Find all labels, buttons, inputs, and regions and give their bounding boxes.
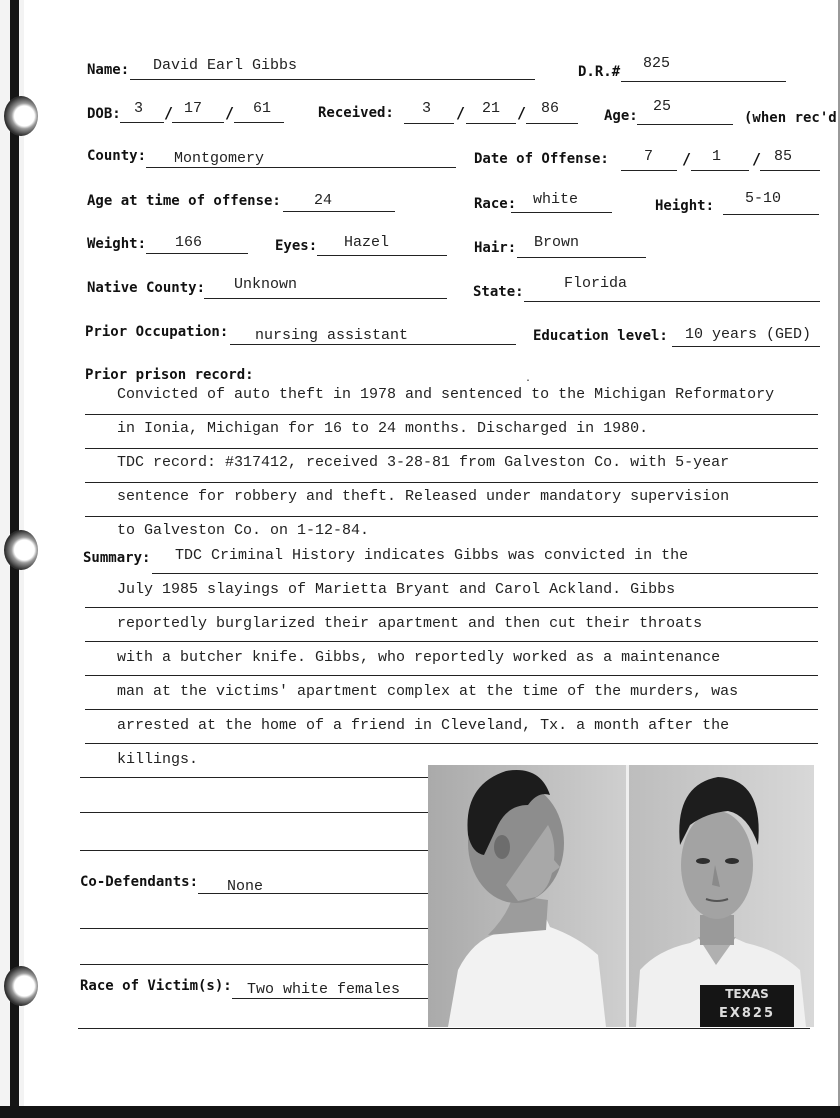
summary-line-1: TDC Criminal History indicates Gibbs was convicted in the — [175, 547, 689, 564]
offense-day: 1 — [712, 148, 722, 165]
prior-occupation-underline — [230, 344, 516, 345]
rule — [80, 777, 428, 778]
received-slash-2: / — [517, 104, 527, 122]
photo-divider — [626, 765, 629, 1027]
race-of-victims-value: Two white females — [247, 981, 401, 998]
native-county-label: Native County: — [87, 280, 206, 296]
rule — [85, 675, 818, 676]
age-value: 25 — [653, 98, 672, 115]
binder-hole-2 — [4, 530, 38, 570]
co-defendants-label: Co-Defendants: — [80, 874, 199, 890]
summary-line-4: with a butcher knife. Gibbs, who reportedly worked as a maintenance — [117, 649, 721, 666]
education-underline — [672, 346, 820, 347]
summary-line-2: July 1985 slayings of Marietta Bryant and Carol Ackland. Gibbs — [117, 581, 676, 598]
dob-day-line — [172, 122, 224, 123]
county-label: County: — [87, 148, 147, 164]
rule — [85, 414, 818, 415]
offense-month: 7 — [644, 148, 654, 165]
prior-record-line-2: in Ionia, Michigan for 16 to 24 months. Discharged in 1980. — [117, 420, 649, 437]
received-month-line — [404, 123, 454, 124]
received-day: 21 — [482, 100, 501, 117]
rule — [85, 448, 818, 449]
education-label: Education level: — [533, 328, 668, 344]
summary-line-5: man at the victims' apartment complex at the time of the murders, was — [117, 683, 739, 700]
offense-year-line — [760, 170, 820, 171]
hair-value: Brown — [534, 234, 580, 251]
native-county-value: Unknown — [234, 276, 298, 293]
rule — [78, 1028, 810, 1029]
state-value: Florida — [564, 275, 628, 292]
rule — [80, 928, 428, 929]
hair-underline — [517, 257, 646, 258]
offense-year: 85 — [774, 148, 793, 165]
received-label: Received: — [318, 105, 394, 121]
weight-label: Weight: — [87, 236, 147, 252]
weight-value: 166 — [175, 234, 203, 251]
height-underline — [723, 214, 819, 215]
dob-slash-2: / — [225, 104, 235, 122]
race-of-victims-underline — [232, 998, 428, 999]
dob-slash-1: / — [164, 104, 174, 122]
summary-label: Summary: — [83, 550, 151, 566]
offense-slash-2: / — [752, 150, 762, 168]
rule — [152, 573, 818, 574]
summary-line-7: killings. — [117, 751, 199, 768]
race-underline — [511, 212, 612, 213]
prior-occupation-value: nursing assistant — [255, 327, 409, 344]
prior-occupation-label: Prior Occupation: — [85, 324, 229, 340]
prior-record-label: Prior prison record: — [85, 367, 254, 383]
eyes-underline — [317, 255, 447, 256]
received-slash-1: / — [456, 104, 466, 122]
name-label: Name: — [87, 62, 130, 78]
height-label: Height: — [655, 198, 715, 214]
scan-bottom-edge — [0, 1106, 840, 1118]
native-county-underline — [204, 298, 447, 299]
prior-record-line-5: to Galveston Co. on 1-12-84. — [117, 522, 370, 539]
rule — [85, 743, 818, 744]
received-year: 86 — [541, 100, 560, 117]
age-at-offense-label: Age at time of offense: — [87, 193, 281, 209]
eyes-label: Eyes: — [275, 238, 318, 254]
dob-year: 61 — [253, 100, 272, 117]
summary-line-3: reportedly burglarized their apartment and then cut their throats — [117, 615, 703, 632]
height-value: 5-10 — [745, 190, 782, 207]
hair-label: Hair: — [474, 240, 517, 256]
rule — [85, 709, 818, 710]
dob-month: 3 — [134, 100, 144, 117]
age-at-offense-value: 24 — [314, 192, 333, 209]
mugshot-photo — [428, 765, 814, 1027]
dob-label: DOB: — [87, 106, 121, 122]
dob-day: 17 — [184, 100, 203, 117]
state-underline — [524, 301, 820, 302]
offense-day-line — [691, 170, 749, 171]
name-underline — [130, 79, 535, 80]
co-defendants-underline — [198, 893, 428, 894]
received-year-line — [526, 123, 578, 124]
dob-month-line — [120, 122, 164, 123]
summary-line-6: arrested at the home of a friend in Cleveland, Tx. a month after the — [117, 717, 730, 734]
dob-year-line — [234, 122, 284, 123]
prior-record-line-4: sentence for robbery and theft. Released under mandatory supervision — [117, 488, 730, 505]
dr-label: D.R.# — [578, 64, 621, 80]
received-day-line — [466, 123, 516, 124]
county-value: Montgomery — [174, 150, 265, 167]
offense-month-line — [621, 170, 677, 171]
scan-speck: . — [525, 373, 532, 384]
rule — [85, 482, 818, 483]
rule — [85, 641, 818, 642]
county-underline — [146, 167, 456, 168]
rule — [85, 516, 818, 517]
rule — [85, 607, 818, 608]
eyes-value: Hazel — [344, 234, 390, 251]
age-underline — [637, 124, 733, 125]
education-value: 10 years (GED) — [685, 326, 812, 343]
date-of-offense-label: Date of Offense: — [474, 151, 609, 167]
race-value: white — [533, 191, 579, 208]
name-value: David Earl Gibbs — [153, 57, 298, 74]
age-at-offense-underline — [283, 211, 395, 212]
rule — [80, 850, 428, 851]
state-label: State: — [473, 284, 524, 300]
rule — [80, 812, 428, 813]
rule — [80, 964, 428, 965]
race-of-victims-label: Race of Victim(s): — [80, 978, 232, 994]
race-label: Race: — [474, 196, 517, 212]
received-month: 3 — [422, 100, 432, 117]
binder-hole-1 — [4, 96, 38, 136]
offense-slash-1: / — [682, 150, 692, 168]
co-defendants-value: None — [227, 878, 264, 895]
dr-value: 825 — [643, 55, 671, 72]
placard-number: EX825 — [718, 1006, 776, 1021]
booking-placard — [700, 985, 794, 1027]
age-note: (when rec'd — [744, 110, 837, 126]
weight-underline — [146, 253, 248, 254]
binder-hole-3 — [4, 966, 38, 1006]
prior-record-line-1: Convicted of auto theft in 1978 and sentenced to the Michigan Reformatory — [117, 386, 775, 403]
placard-state: TEXAS — [725, 987, 769, 1001]
age-label: Age: — [604, 108, 638, 124]
dr-underline — [621, 81, 786, 82]
prior-record-line-3: TDC record: #317412, received 3-28-81 from Galveston Co. with 5-year — [117, 454, 730, 471]
